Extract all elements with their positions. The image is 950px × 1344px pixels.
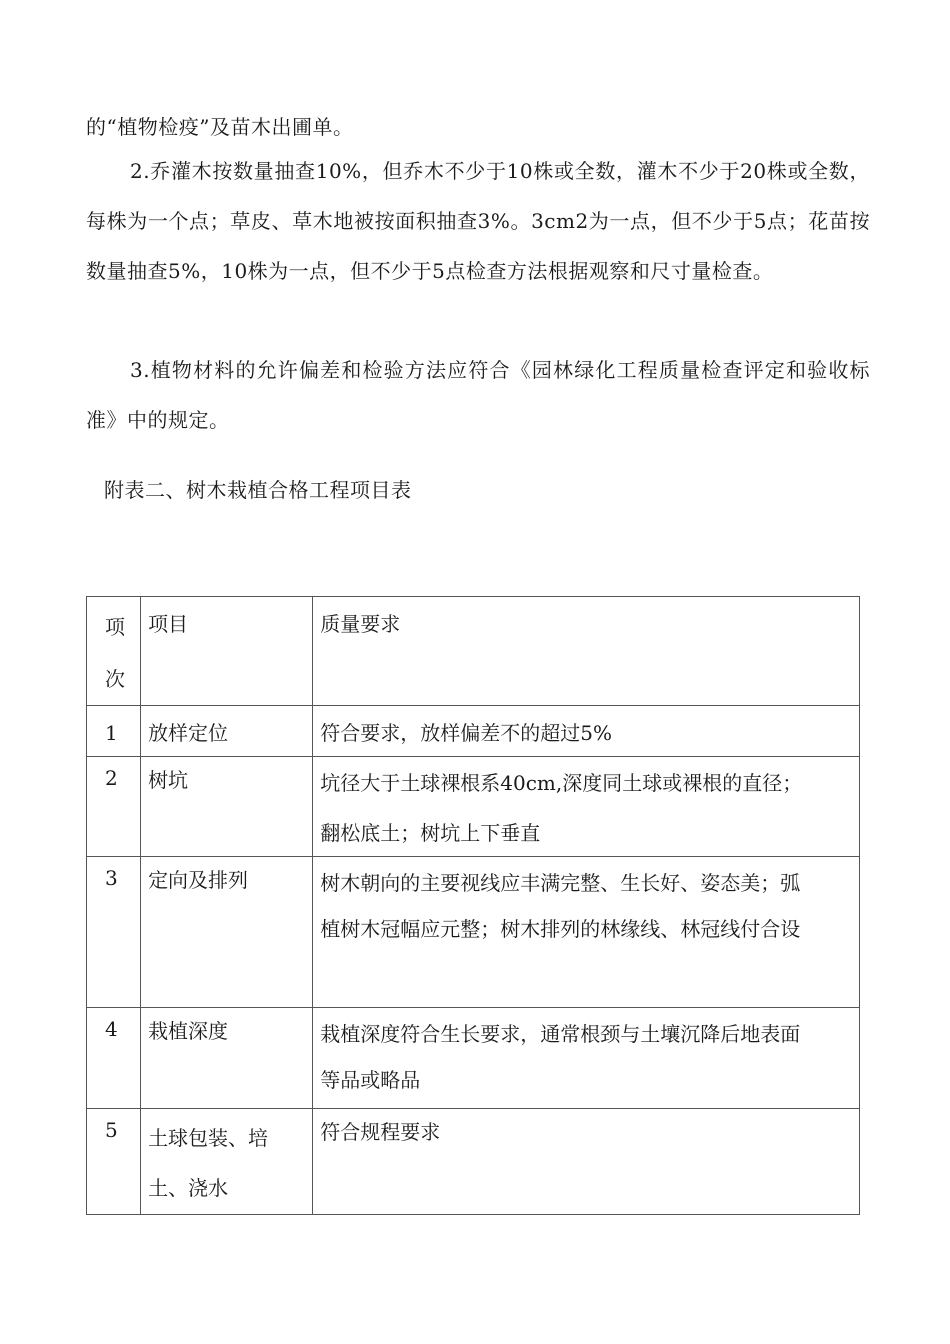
header-cell-req: [313, 597, 860, 706]
row-req-line1: 坑径大于土球裸根系40cm,深度同土球或裸根的直径；: [320, 771, 803, 795]
row-req-line2: 植树木冠幅应元整；树木排列的林缘线、林冠线付合设: [320, 917, 801, 941]
row-num: 5: [105, 1118, 118, 1142]
header-req: 质量要求: [320, 612, 401, 636]
row-num: 4: [105, 1017, 118, 1041]
table-row: [87, 1109, 860, 1215]
table-row: [87, 706, 860, 757]
row-num: 2: [105, 766, 118, 790]
row-req-line1: 栽植深度符合生长要求，通常根颈与土壤沉降后地表面: [320, 1022, 801, 1046]
row-item: 树坑: [148, 768, 189, 792]
header-cell-num: [87, 597, 141, 706]
table-header-row: [87, 597, 860, 706]
table-caption: 附表二、树木栽植合格工程项目表: [104, 478, 412, 502]
row-num: 1: [105, 721, 118, 745]
paragraph-tolerance-standard: 3.植物材料的允许偏差和检验方法应符合《园林绿化工程质量检查评定和验收标准》中的规定。: [86, 358, 870, 432]
paragraph-continuation: 的“植物检疫”及苗木出圃单。: [86, 115, 354, 139]
table-row: [87, 857, 860, 1008]
row-num: 3: [105, 866, 118, 890]
paragraph-sampling-rules: 2.乔灌木按数量抽查10%，但乔木不少于10株或全数，灌木不少于20株或全数，每株为一个点；草皮、草木地被按面积抽查3%。3cm2为一点，但不少于5点；花苗按数量抽查5%，10株为一点，但不少于5点检查方法根据观察和尺寸量检查。: [86, 159, 870, 283]
row-item: 土球包装、培土、浇水: [148, 1126, 269, 1200]
row-req-line2: 等品或略品: [320, 1068, 421, 1092]
row-req-line1: 符合要求，放样偏差不的超过5%: [320, 721, 613, 745]
planting-quality-table: [86, 596, 860, 1215]
row-req-line1: 符合规程要求: [320, 1120, 441, 1144]
table-row: [87, 1008, 860, 1109]
header-item: 项目: [148, 612, 189, 636]
row-item: 栽植深度: [148, 1019, 229, 1043]
table-row: [87, 757, 860, 857]
row-req-line2: 翻松底土；树坑上下垂直: [320, 821, 541, 845]
row-item: 放样定位: [148, 721, 229, 745]
header-cell-item: [141, 597, 313, 706]
row-req-line1: 树木朝向的主要视线应丰满完整、生长好、姿态美；弧: [320, 871, 801, 895]
header-num: 项次: [105, 615, 125, 691]
row-item: 定向及排列: [148, 868, 249, 892]
